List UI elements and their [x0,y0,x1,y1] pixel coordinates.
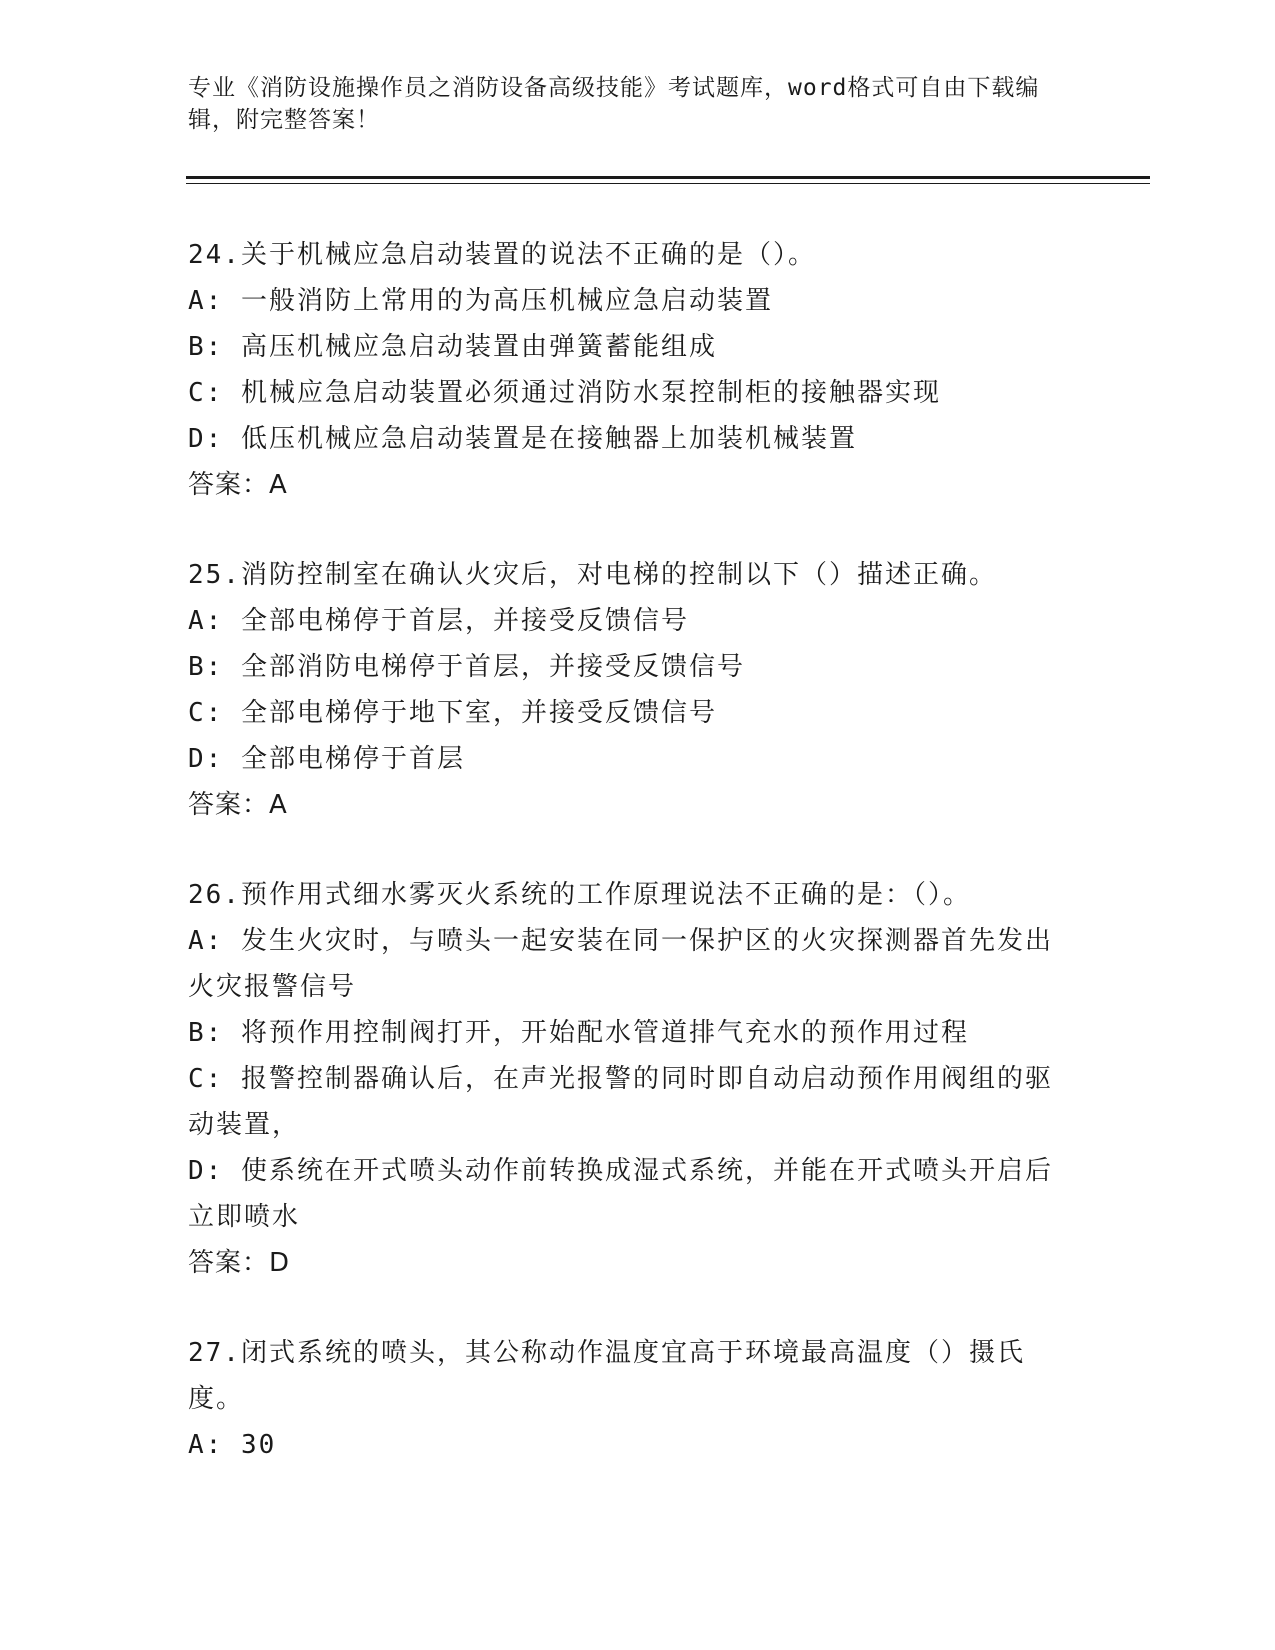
option-a: A: 一般消防上常用的为高压机械应急启动装置 [188,286,773,316]
header-rule-thick [186,176,1150,179]
answer-line: 答案：A [188,790,288,820]
option-b: B: 全部消防电梯停于首层，并接受反馈信号 [188,652,745,682]
question-25 [188,552,1068,828]
option-a: A: 全部电梯停于首层，并接受反馈信号 [188,606,689,636]
question-27 [188,1330,1068,1468]
answer-line: 答案：A [188,470,288,500]
question-stem: 25.消防控制室在确认火灾后，对电梯的控制以下（）描述正确。 [188,560,997,590]
option-d: D: 使系统在开式喷头动作前转换成湿式系统，并能在开式喷头开启后立即喷水 [188,1156,1053,1232]
question-list [188,232,1068,1512]
question-24 [188,232,1068,508]
option-a: A: 30 [188,1430,277,1460]
option-c: C: 报警控制器确认后，在声光报警的同时即自动启动预作用阀组的驱动装置， [188,1064,1053,1140]
question-stem: 27.闭式系统的喷头，其公称动作温度宜高于环境最高温度（）摄氏度。 [188,1338,1025,1414]
option-c: C: 全部电梯停于地下室，并接受反馈信号 [188,698,717,728]
option-a: A: 发生火灾时，与喷头一起安装在同一保护区的火灾探测器首先发出火灾报警信号 [188,926,1053,1002]
question-stem: 24.关于机械应急启动装置的说法不正确的是（）。 [188,240,816,270]
question-26 [188,872,1068,1286]
option-b: B: 高压机械应急启动装置由弹簧蓄能组成 [188,332,717,362]
document-header: 专业《消防设施操作员之消防设备高级技能》考试题库，word格式可自由下载编辑，附完整答案！ [188,75,1040,133]
option-c: C: 机械应急启动装置必须通过消防水泵控制柜的接触器实现 [188,378,941,408]
option-d: D: 全部电梯停于首层 [188,744,465,774]
question-stem: 26.预作用式细水雾灭火系统的工作原理说法不正确的是：（）。 [188,880,971,910]
header-rule-thin [186,183,1150,184]
answer-line: 答案：D [188,1248,291,1278]
option-d: D: 低压机械应急启动装置是在接触器上加装机械装置 [188,424,857,454]
option-b: B: 将预作用控制阀打开，开始配水管道排气充水的预作用过程 [188,1018,969,1048]
